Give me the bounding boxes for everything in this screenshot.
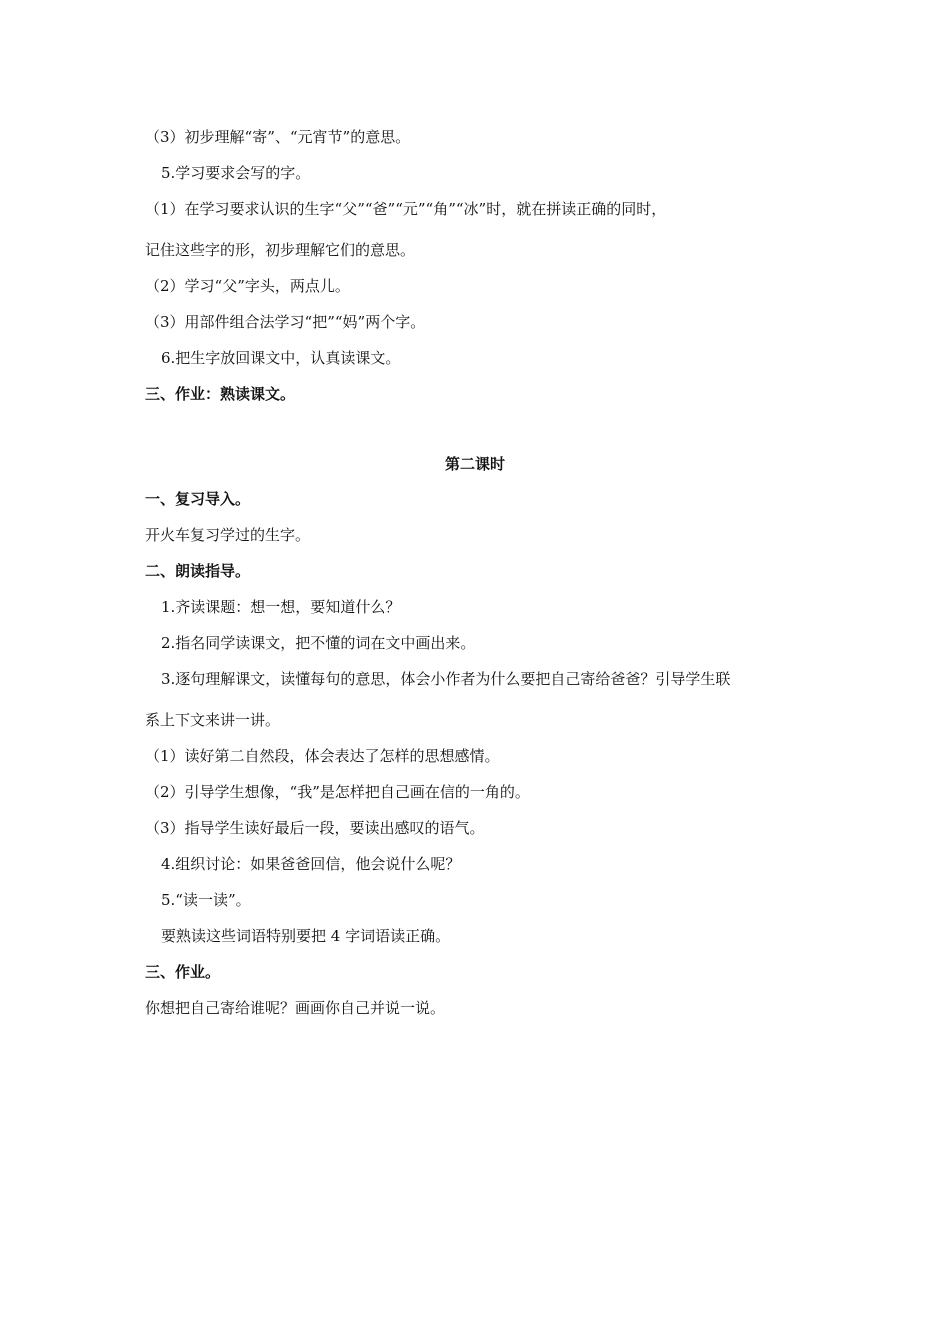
text-line: 你想把自己寄给谁呢？画画你自己并说一说。 xyxy=(145,999,446,1017)
lesson-title: 第二课时 xyxy=(444,455,505,473)
text-line: （1）读好第二自然段，体会表达了怎样的思想感情。 xyxy=(145,747,500,765)
text-line: 开火车复习学过的生字。 xyxy=(145,526,311,544)
text-line: 2.指名同学读课文，把不懂的词在文中画出来。 xyxy=(161,634,476,652)
section-heading: 三、作业：熟读课文。 xyxy=(145,385,296,403)
text-line: （1）在学习要求认识的生字“父”“爸”“元”“角”“冰”时，就在拼读正确的同时， xyxy=(145,200,667,218)
text-line: （3）指导学生读好最后一段，要读出感叹的语气。 xyxy=(145,819,485,837)
text-line: （2）引导学生想像，“我”是怎样把自己画在信的一角的。 xyxy=(145,783,530,801)
text-line: 5.学习要求会写的字。 xyxy=(161,164,311,182)
text-line: 3.逐句理解课文，读懂每句的意思，体会小作者为什么要把自己寄给爸爸？引导学生联 xyxy=(161,670,731,688)
text-line: 要熟读这些词语特别要把 4 字词语读正确。 xyxy=(161,927,451,945)
text-line: 4.组织讨论：如果爸爸回信，他会说什么呢？ xyxy=(161,855,461,873)
text-line: 5.“读一读”。 xyxy=(161,891,251,909)
text-line: （2）学习“父”字头，两点儿。 xyxy=(145,277,350,295)
section-heading: 一、复习导入。 xyxy=(145,490,251,508)
text-line: （3）初步理解“寄”、“元宵节”的意思。 xyxy=(145,128,411,146)
text-line: 系上下文来讲一讲。 xyxy=(145,711,281,729)
text-line: 1.齐读课题：想一想，要知道什么？ xyxy=(161,598,401,616)
text-line: 6.把生字放回课文中，认真读课文。 xyxy=(161,349,401,367)
section-heading: 三、作业。 xyxy=(145,963,221,981)
section-heading: 二、朗读指导。 xyxy=(145,562,251,580)
text-line: （3）用部件组合法学习“把”“妈”两个字。 xyxy=(145,313,426,331)
text-line: 记住这些字的形，初步理解它们的意思。 xyxy=(145,241,416,259)
